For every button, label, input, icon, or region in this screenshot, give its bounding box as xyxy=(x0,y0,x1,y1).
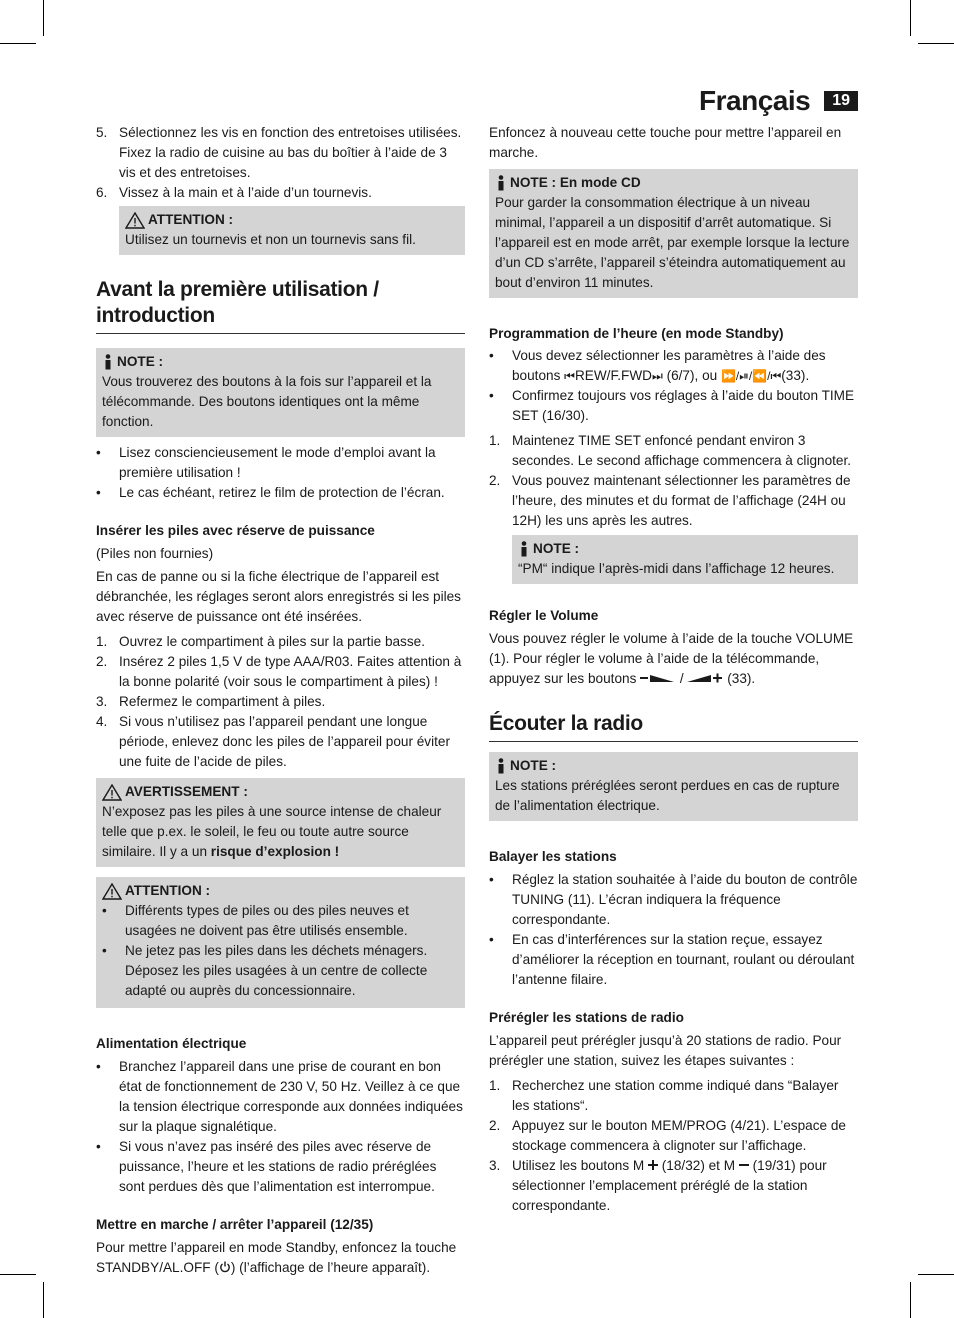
time-steps xyxy=(489,431,858,531)
note-text: Les stations préréglées seront perdues en cas de rupture de l’alimentation électrique. xyxy=(495,778,840,813)
list-item: • Ne jetez pas les piles dans les déchets ménagers. Déposez les piles usagées à un centre de collecte adapté ou auprès du concessionnaire. xyxy=(102,943,428,998)
left-column xyxy=(96,123,465,1278)
list-item: 2. Vous pouvez maintenant sélectionner les paramètres de l’heure, des minutes et du format de l’affichage (24H ou 12H) les uns après les autres. xyxy=(489,473,851,528)
preset-intro: L’appareil peut prérégler jusqu’à 20 stations de radio. Pour prérégler une station, suivez les étapes suivantes : xyxy=(489,1033,842,1068)
list-item: • Lisez consciencieusement le mode d’emploi avant la première utilisation ! xyxy=(96,445,436,480)
attention-title: ATTENTION : xyxy=(148,212,234,227)
subsection-title: Prérégler les stations de radio xyxy=(489,1010,684,1025)
list-item: 2. Insérez 2 piles 1,5 V de type AAA/R03. Faites attention à la bonne polarité (voir sous le compartiment à piles) ! xyxy=(96,654,462,689)
bullet-list xyxy=(489,870,858,990)
list-item: • Réglez la station souhaitée à l’aide du bouton de contrôle TUNING (11). L’écran indiquera la fréquence correspondante. xyxy=(489,872,858,927)
warning-icon xyxy=(102,784,122,801)
list-item: • Le cas échéant, retirez le film de protection de l’écran. xyxy=(96,485,445,500)
warning-box xyxy=(96,778,465,867)
section-title: Avant la première utilisation / introduction xyxy=(96,277,465,334)
list-item: • Différents types de piles ou des piles neuves et usagées ne doivent pas être utilisés ensemble. xyxy=(102,903,409,938)
minus-icon xyxy=(739,1160,749,1170)
page-number: 19 xyxy=(824,91,858,111)
info-icon xyxy=(495,758,507,774)
bullet-list xyxy=(96,443,465,503)
batteries-subtitle: (Piles non fournies) xyxy=(96,546,214,561)
volume-down-icon xyxy=(640,672,676,684)
list-item: • Confirmez toujours vos réglages à l’aide du bouton TIME SET (16/30). xyxy=(489,388,855,423)
info-icon xyxy=(518,541,530,557)
batteries-steps xyxy=(96,632,465,772)
crop-mark xyxy=(918,43,954,44)
list-item: • Branchez l’appareil dans une prise de courant en bon état de fonctionnement de 230 V, 50 Hz. Veillez à ce que la tension électrique corresponde aux données indiquées sur la plaque signalétique. xyxy=(96,1059,463,1134)
list-item: • Si vous n’avez pas inséré des piles avec réserve de puissance, l’heure et les stations de radio préréglées sont perdues dès que l’alimentation est interrompue. xyxy=(96,1139,437,1194)
note-title: NOTE : xyxy=(533,541,580,556)
volume-text: Vous pouvez régler le volume à l’aide de la touche VOLUME (1). Pour régler le volume à l’aide de la télécommande, appuyez sur les boutons / (33). xyxy=(489,631,854,686)
list-item: 1. Recherchez une station comme indiqué dans “Balayer les stations“. xyxy=(489,1078,839,1113)
attention-title: ATTENTION : xyxy=(125,883,211,898)
crop-mark xyxy=(43,1282,44,1318)
subsection-title: Alimentation électrique xyxy=(96,1036,247,1051)
list-item: 3. Refermez le compartiment à piles. xyxy=(96,694,326,709)
plus-icon xyxy=(648,1160,658,1170)
info-icon xyxy=(495,175,507,191)
rewind-icon: ⏮ xyxy=(564,369,575,383)
onoff-text: Pour mettre l’appareil en mode Standby, enfoncez la touche STANDBY/AL.OFF ( ) (l’affichage de l’heure apparaît). xyxy=(96,1240,457,1275)
list-item: 1. Ouvrez le compartiment à piles sur la partie basse. xyxy=(96,634,425,649)
note-box xyxy=(512,535,858,584)
warning-title: AVERTISSEMENT : xyxy=(125,784,248,799)
list-item: • Vous devez sélectionner les paramètres à l’aide des boutons ⏮REW/F.FWD⏭ (6/7), ou ⏩/⏯/⏪/⏮(33). xyxy=(489,348,826,383)
subsection-title: Programmation de l’heure (en mode Standby) xyxy=(489,326,784,341)
warning-icon xyxy=(125,212,145,229)
forward-icon: ⏭ xyxy=(651,369,663,383)
attention-box xyxy=(96,877,465,1008)
crop-mark xyxy=(910,0,911,36)
crop-mark xyxy=(0,43,36,44)
page-header xyxy=(699,84,858,118)
language-title: Français xyxy=(699,85,811,116)
list-item: • En cas d’interférences sur la station reçue, essayez d’améliorer la réception en tournant, roulant ou déroulant l’antenne filaire. xyxy=(489,932,855,987)
steps-top xyxy=(96,123,465,203)
preset-steps xyxy=(489,1076,858,1216)
attention-box xyxy=(119,206,465,255)
note-title: NOTE : En mode CD xyxy=(510,175,641,190)
list-item: 4. Si vous n’utilisez pas l’appareil pendant une longue période, enlevez donc les piles de l’appareil pour éviter une fuite de l’acide de piles. xyxy=(96,714,450,769)
attention-text: Utilisez un tournevis et non un tournevis sans fil. xyxy=(125,232,416,247)
list-item: 5. Sélectionnez les vis en fonction des entretoises utilisées. Fixez la radio de cuisine au bas du boîtier à l’aide de 3 vis et des entretoises. xyxy=(96,125,462,180)
note-box xyxy=(489,169,858,298)
crop-mark xyxy=(43,0,44,36)
list-item: 1. Maintenez TIME SET enfoncé pendant environ 3 secondes. Le second affichage commencera à clignoter. xyxy=(489,433,852,468)
subsection-title: Balayer les stations xyxy=(489,849,617,864)
bullet-list xyxy=(96,1057,465,1197)
crop-mark xyxy=(0,1274,36,1275)
intro-text: Enfoncez à nouveau cette touche pour mettre l’appareil en marche. xyxy=(489,125,842,160)
list-item: 2. Appuyez sur le bouton MEM/PROG (4/21). L’espace de stockage commencera à clignoter sur l’affichage. xyxy=(489,1118,846,1153)
note-title: NOTE : xyxy=(117,354,164,369)
list-item: 6. Vissez à la main et à l’aide d’un tournevis. xyxy=(96,185,372,200)
crop-mark xyxy=(910,1282,911,1318)
note-text: Vous trouverez des boutons à la fois sur l’appareil et la télécommande. Des boutons identiques ont la même fonction. xyxy=(102,374,432,429)
right-column xyxy=(489,123,858,1216)
note-text: Pour garder la consommation électrique à un niveau minimal, l’appareil a un dispositif d’arrêt automatique. Si l’appareil est en mode arrêt, par exemple lorsque la lecture d’un CD s’arrête, l’appareil s’éteindra automatiquement au bout d’environ 11 minutes. xyxy=(495,195,850,290)
warning-emphasis: risque d’explosion ! xyxy=(210,844,340,859)
section-title: Écouter la radio xyxy=(489,711,858,742)
subsection-title: Régler le Volume xyxy=(489,608,599,623)
subsection-title: Insérer les piles avec réserve de puissance xyxy=(96,523,375,538)
note-title: NOTE : xyxy=(510,758,557,773)
subsection-title: Mettre en marche / arrêter l’appareil (12/35) xyxy=(96,1217,374,1232)
crop-mark xyxy=(918,1274,954,1275)
note-box xyxy=(96,348,465,437)
note-box xyxy=(489,752,858,821)
info-icon xyxy=(102,354,114,370)
bullet-list xyxy=(489,346,858,426)
list-item: 3. Utilisez les boutons M (18/32) et M (19/31) pour sélectionner l’emplacement préréglé de la station correspondante. xyxy=(489,1158,827,1213)
warning-text: N’exposez pas les piles à une source intense de chaleur telle que p.ex. le soleil, le feu ou toute autre source similaire. Il y a un xyxy=(102,804,442,859)
skip-icons: ⏩/⏯/⏪/⏮ xyxy=(720,369,782,383)
volume-up-icon xyxy=(687,672,723,684)
power-icon xyxy=(219,1261,231,1273)
note-text: “PM“ indique l’après-midi dans l’affichage 12 heures. xyxy=(518,561,835,576)
warning-icon xyxy=(102,883,122,900)
batteries-intro: En cas de panne ou si la fiche électrique de l’appareil est débranchée, les réglages seront alors enregistrés si les piles avec réserve de puissance ont été insérées. xyxy=(96,569,461,624)
